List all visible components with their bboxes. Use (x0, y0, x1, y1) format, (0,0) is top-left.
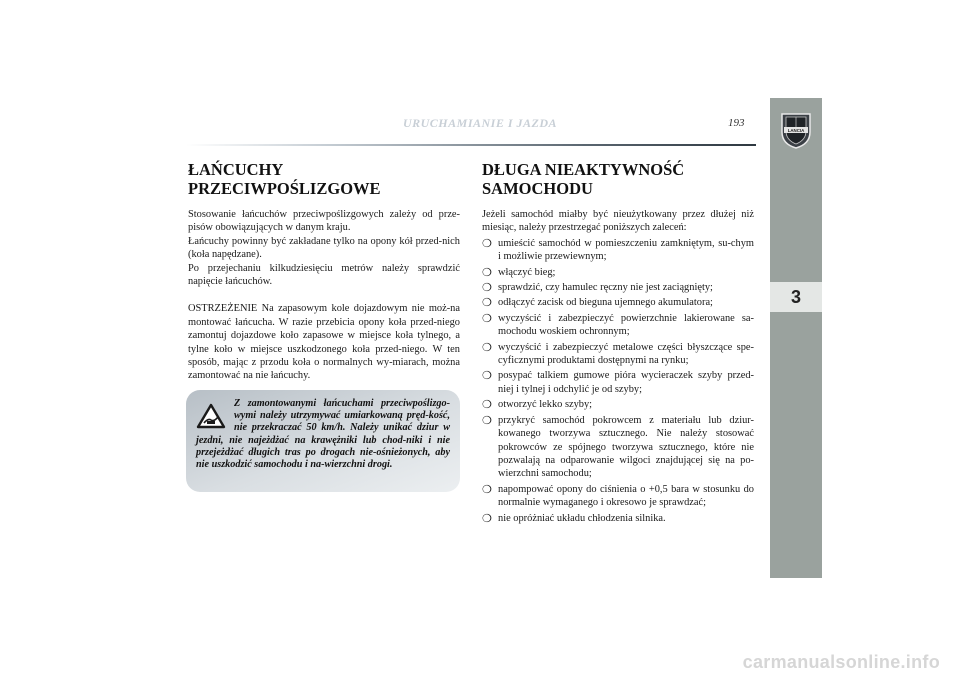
circle-bullet-icon: ❍ (482, 281, 492, 295)
paragraph: Po przejechaniu kilkudziesięciu metrów należy sprawdzić napięcie łańcuchów. (188, 262, 460, 288)
chapter-side-tab (770, 98, 822, 578)
circle-bullet-icon: ❍ (482, 265, 492, 279)
paragraph: Łańcuchy powinny być zakładane tylko na opony kół przed-nich (koła napędzane). (188, 235, 460, 261)
list-item-text: posypać talkiem gumowe pióra wycieraczek szyby przed-niej i tylnej i odchylić je od szyby; (498, 370, 754, 395)
logo-lettering: LANCIA (787, 128, 805, 133)
lancia-logo-icon (779, 110, 813, 150)
circle-bullet-icon: ❍ (482, 511, 492, 525)
circle-bullet-icon: ❍ (482, 413, 492, 427)
list-item-text: nie opróżniać układu chłodzenia silnika. (498, 512, 666, 524)
list-item (482, 312, 754, 339)
heading-line: DŁUGA NIEAKTYWNOŚĆ (482, 160, 685, 179)
left-column (188, 160, 460, 383)
list-item (482, 512, 754, 525)
snow-chains-heading (188, 160, 460, 198)
chapter-number: 3 (770, 282, 822, 312)
warning-message: Z zamontowanymi łańcuchami przeciwpoślizgo-wymi należy utrzymywać umiarkowaną pręd-kość, nie przekraczać 50 km/h. Należy unikać dziur w jezdni, nie najeżdżać na krawężniki lub chod-niki i nie przejeżdżać długich tras po drogach nie-ośnieżonych, aby nie uszkodzić samochodu i na-wierzchni drogi. (196, 398, 450, 471)
list-item (482, 398, 754, 411)
list-item-text: sprawdzić, czy hamulec ręczny nie jest zaciągnięty; (498, 282, 713, 294)
list-item-text: odłączyć zacisk od bieguna ujemnego akumulatora; (498, 297, 713, 309)
list-item-text: napompować opony do ciśnienia o +0,5 bara w stosunku do normalnie wymaganego i okresowo je sprawdzać; (498, 483, 754, 509)
heading-line: PRZECIWPOŚLIZGOWE (188, 179, 381, 198)
list-item-text: wyczyścić i zabezpieczyć metalowe części błyszczące spe-cyficznymi produktami dostępnymi na rynku; (498, 341, 754, 367)
circle-bullet-icon: ❍ (482, 236, 492, 250)
right-column (482, 160, 754, 527)
intro-paragraph: Jeżeli samochód miałby być nieużytkowany przez dłużej niż miesiąc, należy przestrzegać poniższych zaleceń: (482, 209, 754, 234)
list-item-text: przykryć samochód pokrowcem z materiału lub dziur-kowanego tworzywa sztucznego. Nie należy stosować pokrowców ze spójnego tworzywa sztucznego, które nie pozwalają na odparowanie wilgoci znajdującej się na po-wierzchni samochodu; (498, 414, 754, 480)
watermark: carmanualsonline.info (742, 652, 940, 672)
long-inactivity-heading (482, 160, 754, 198)
list-item (482, 414, 754, 481)
list-item (482, 237, 754, 264)
list-item (482, 341, 754, 368)
list-item (482, 281, 754, 294)
list-item (482, 296, 754, 309)
list-item (482, 483, 754, 510)
header-divider (186, 144, 756, 146)
heading-line: SAMOCHODU (482, 179, 593, 198)
page-number: 193 (728, 117, 745, 129)
section-title: URUCHAMIANIE I JAZDA (402, 116, 558, 130)
list-item-text: umieścić samochód w pomieszczeniu zamkniętym, su-chym i możliwie przewiewnym; (498, 237, 754, 263)
warning-box (186, 390, 460, 492)
list-item-text: otworzyć lekko szyby; (498, 399, 593, 411)
circle-bullet-icon: ❍ (482, 398, 492, 412)
paragraph: Stosowanie łańcuchów przeciwpoślizgowych zależy od prze-pisów obowiązujących w danym kraju. (188, 209, 460, 234)
list-item-text: wyczyścić i zabezpieczyć powierzchnie lakierowane sa-mochodu woskiem ochronnym; (498, 312, 754, 338)
circle-bullet-icon: ❍ (482, 296, 492, 310)
heading-line: ŁAŃCUCHY (188, 160, 284, 179)
warning-text (196, 398, 450, 471)
storage-checklist (482, 237, 754, 525)
circle-bullet-icon: ❍ (482, 311, 492, 325)
list-item (482, 369, 754, 396)
circle-bullet-icon: ❍ (482, 482, 492, 496)
list-item (482, 266, 754, 279)
circle-bullet-icon: ❍ (482, 340, 492, 354)
circle-bullet-icon: ❍ (482, 369, 492, 383)
list-item-text: włączyć bieg; (498, 266, 556, 278)
caution-paragraph: OSTRZEŻENIE Na zapasowym kole dojazdowym nie moż-na montować łańcucha. W razie przebicia opony koła przed-niego zamontuj dojazdowe koło zapasowe w miejsce koła tylnego, a tylne koło w miejsce uszkodzonego koła przed-niego. W ten sposób, mając z przodu koła o normalnych wy-miarach, można zamontować na nie łańcuchy. (188, 303, 460, 382)
